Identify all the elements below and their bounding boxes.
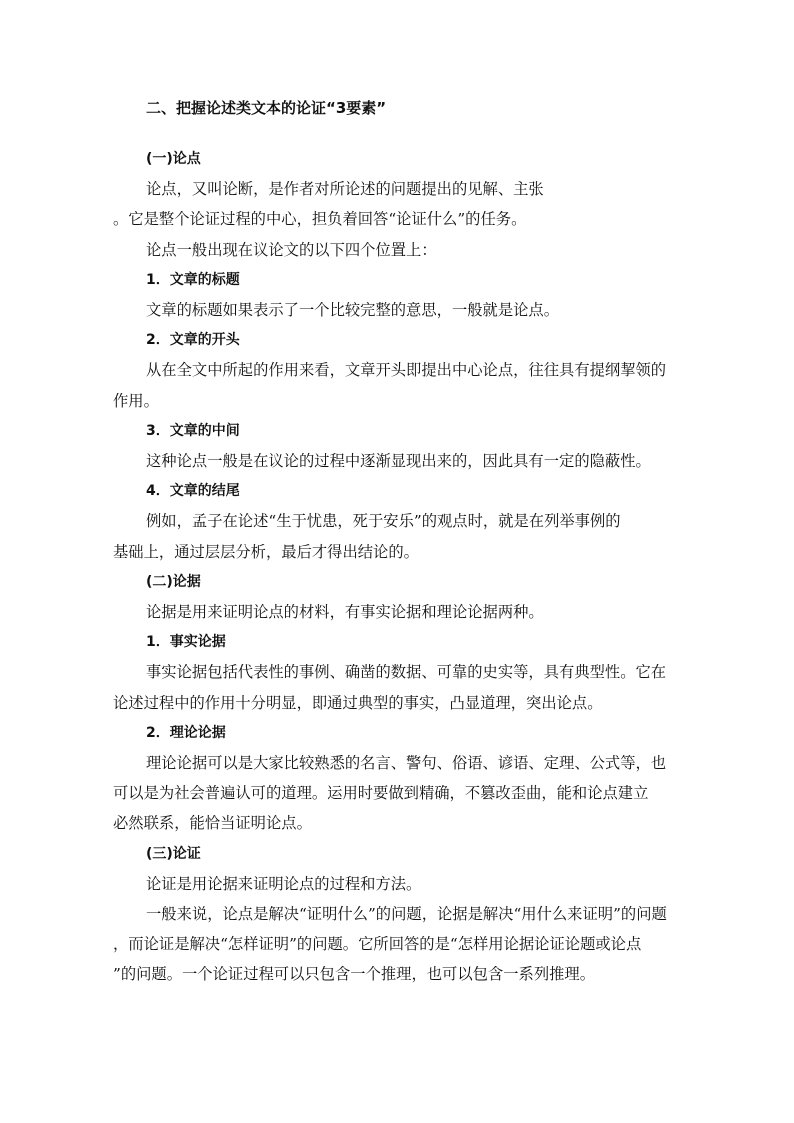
paragraph-line: 例如，孟子在论述“生于忧患，死于安乐”的观点时，就是在列举事例的 [146,512,621,531]
section-heading: 3．文章的中间 [146,422,240,439]
spacer [113,119,684,144]
paragraph-line: 一般来说，论点是解决“证明什么”的问题，论据是解决“用什么来证明”的问题 [146,905,667,924]
document-body [113,144,684,990]
paragraph-line: 这种论点一般是在议论的过程中逐渐显现出来的，因此具有一定的隐蔽性。 [146,452,651,471]
paragraph-line: ”的问题。一个论证过程可以只包含一个推理，也可以包含一系列推理。 [113,965,596,984]
section-heading: (二)论据 [146,573,201,590]
paragraph-line: 基础上，通过层层分析，最后才得出结论的。 [113,542,419,561]
paragraph-line: 可以是为社会普遍认可的道理。运用时要做到精确，不篡改歪曲，能和论点建立 [113,784,649,803]
paragraph-line: 论点一般出现在议论文的以下四个位置上： [146,240,437,259]
paragraph-line: ，而论证是解决“怎样证明”的问题。它所回答的是“怎样用论据论证论题或论点 [113,935,642,954]
paragraph-line: 理论论据可以是大家比较熟悉的名言、警句、俗语、谚语、定理、公式等，也 [146,754,667,773]
paragraph-line: 事实论据包括代表性的事例、确凿的数据、可靠的史实等，具有典型性。它在 [146,663,667,682]
section-heading: 2．文章的开头 [146,332,240,349]
document-title: 二、把握论述类文本的论证“3要素” [146,99,387,117]
section-heading: 4．文章的结尾 [146,483,240,500]
paragraph-line: 论述过程中的作用十分明显，即通过典型的事实，凸显道理，突出论点。 [113,693,603,712]
section-heading: 2．理论论据 [146,724,226,741]
paragraph-line: 文章的标题如果表示了一个比较完整的意思，一般就是论点。 [146,301,560,320]
paragraph-line: 论据是用来证明论点的材料，有事实论据和理论论据两种。 [146,603,544,622]
section-heading: (一)论点 [146,151,201,167]
paragraph-line: 必然联系，能恰当证明论点。 [113,814,312,833]
paragraph-line: 作用。 [113,391,159,410]
section-heading: (三)论证 [146,845,201,862]
section-heading: 1．文章的标题 [146,271,240,288]
paragraph-line: 。它是整个论证过程的中心，担负着回答“论证什么”的任务。 [113,210,527,229]
paragraph-line: 从在全文中所起的作用来看，文章开头即提出中心论点，往往具有提纲挈领的 [146,361,667,380]
section-heading: 1．事实论据 [146,634,226,651]
paragraph-line: 论证是用论据来证明论点的过程和方法。 [146,874,422,893]
paragraph-line: 论点，又叫论断，是作者对所论述的问题提出的见解、主张 [146,180,544,199]
